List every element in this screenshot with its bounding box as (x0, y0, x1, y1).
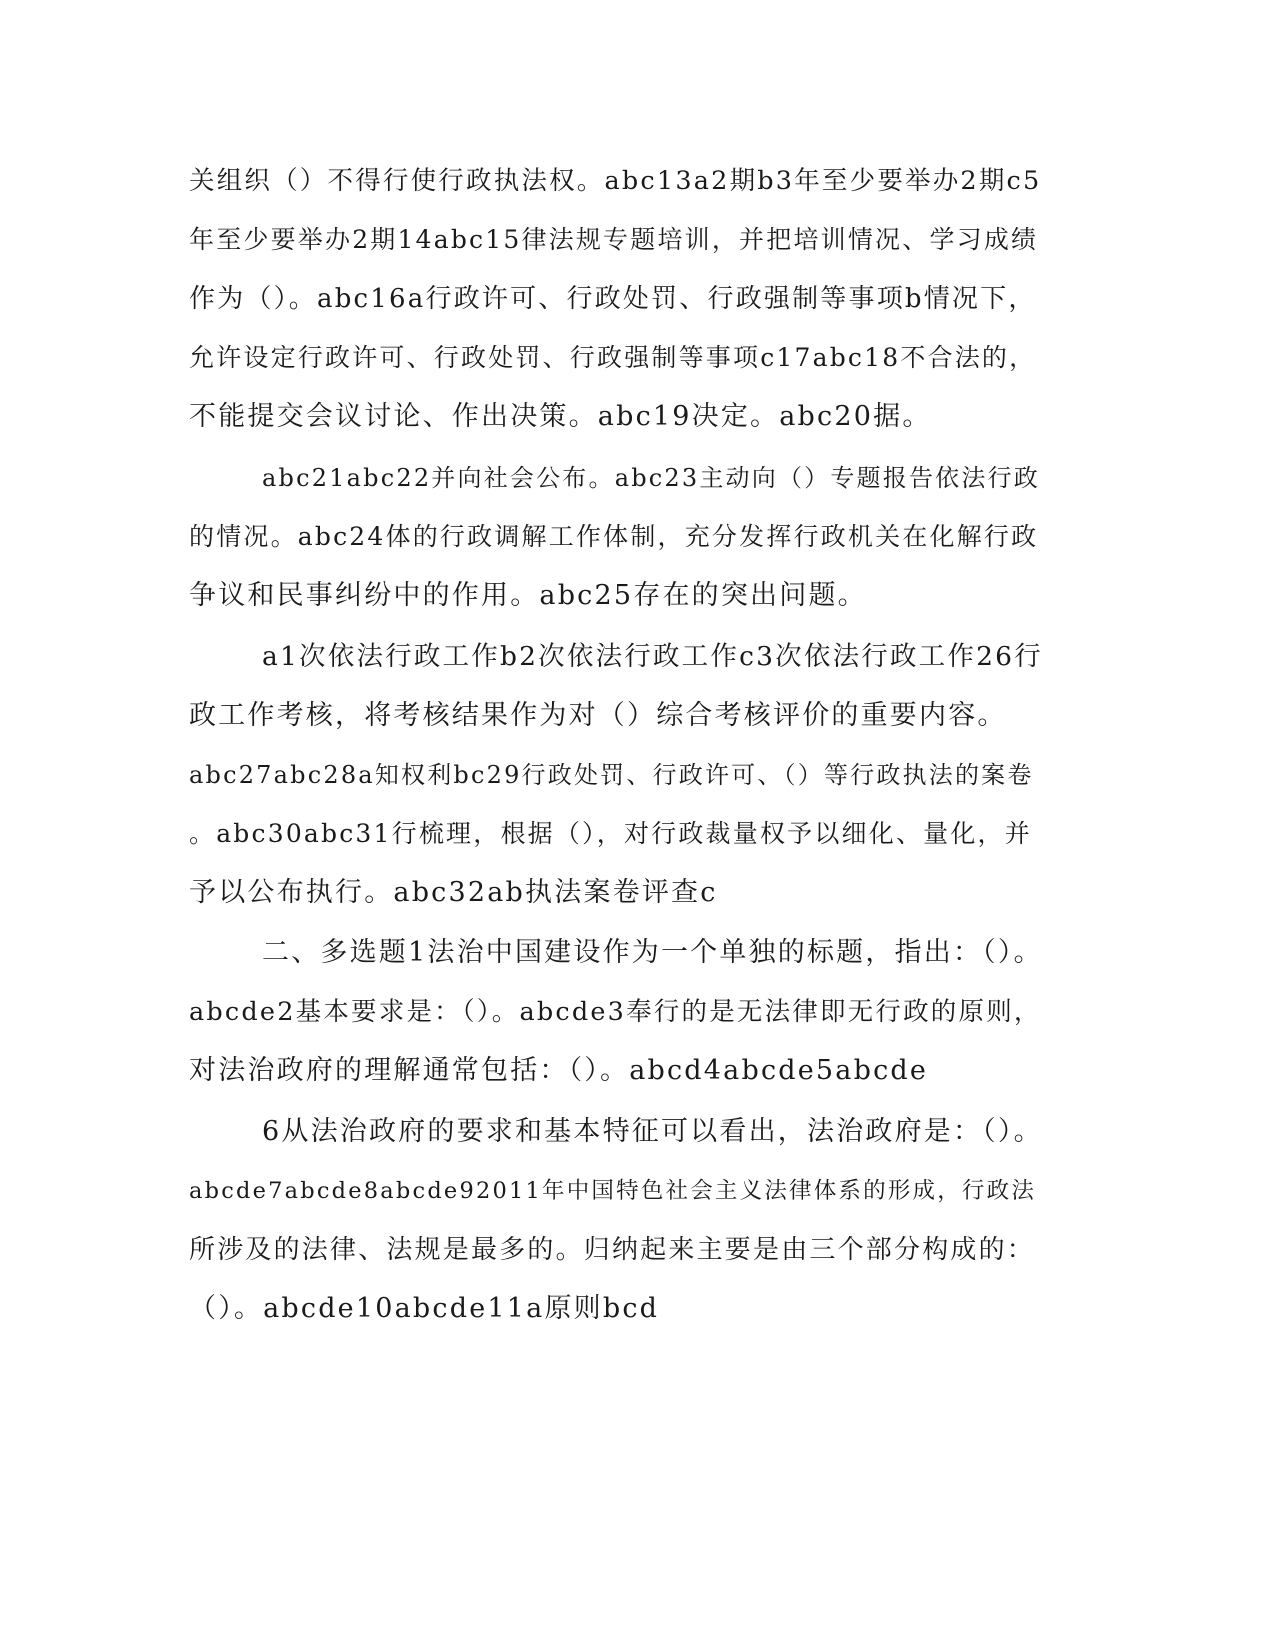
text-line: 二、多选题1法治中国建设作为一个单独的标题，指出：（）。 (262, 937, 1043, 968)
text-line: abcde2基本要求是：（）。abcde3奉行的是无法律即无行政的原则， (189, 997, 1042, 1027)
text-line: 予以公布执行。abc32ab执法案卷评查c (189, 877, 718, 908)
text-line: abcde7abcde8abcde92011年中国特色社会主义法律体系的形成，行政法 (189, 1178, 1037, 1204)
text-line: 允许设定行政许可、行政处罚、行政强制等事项c17abc18不合法的， (189, 343, 1037, 372)
text-line: abc21abc22并向社会公布。abc23主动向（）专题报告依法行政 (262, 464, 1040, 492)
text-line: 争议和民事纠纷中的作用。abc25存在的突出问题。 (189, 580, 867, 611)
text-line: 。abc30abc31行梳理，根据（），对行政裁量权予以细化、量化，并 (189, 819, 1032, 848)
text-line: 年至少要举办2期14abc15律法规专题培训，并把培训情况、学习成绩 (189, 225, 1039, 254)
text-line: （）。abcde10abcde11a原则bcd (189, 1293, 660, 1324)
text-line: 所涉及的法律、法规是最多的。归纳起来主要是由三个部分构成的： (189, 1235, 1036, 1265)
text-line: abc27abc28a知权利bc29行政处罚、行政许可、（）等行政执法的案卷 (189, 761, 1034, 789)
text-line: 政工作考核，将考核结果作为对（）综合考核评价的重要内容。 (189, 700, 1007, 731)
text-line: 对法治政府的理解通常包括：（）。abcd4abcde5abcde (189, 1055, 929, 1086)
text-line: 6从法治政府的要求和基本特征可以看出，法治政府是：（）。 (262, 1116, 1043, 1147)
text-line: 不能提交会议讨论、作出决策。abc19决定。abc20据。 (189, 401, 932, 432)
text-line: 的情况。abc24体的行政调解工作体制，充分发挥行政机关在化解行政 (189, 522, 1039, 551)
text-line: a1次依法行政工作b2次依法行政工作c3次依法行政工作26行 (262, 641, 1043, 672)
text-line: 关组织（）不得行使行政执法权。abc13a2期b3年至少要举办2期c5 (189, 166, 1042, 196)
text-line: 作为（）。abc16a行政许可、行政处罚、行政强制等事项b情况下， (189, 284, 1037, 314)
